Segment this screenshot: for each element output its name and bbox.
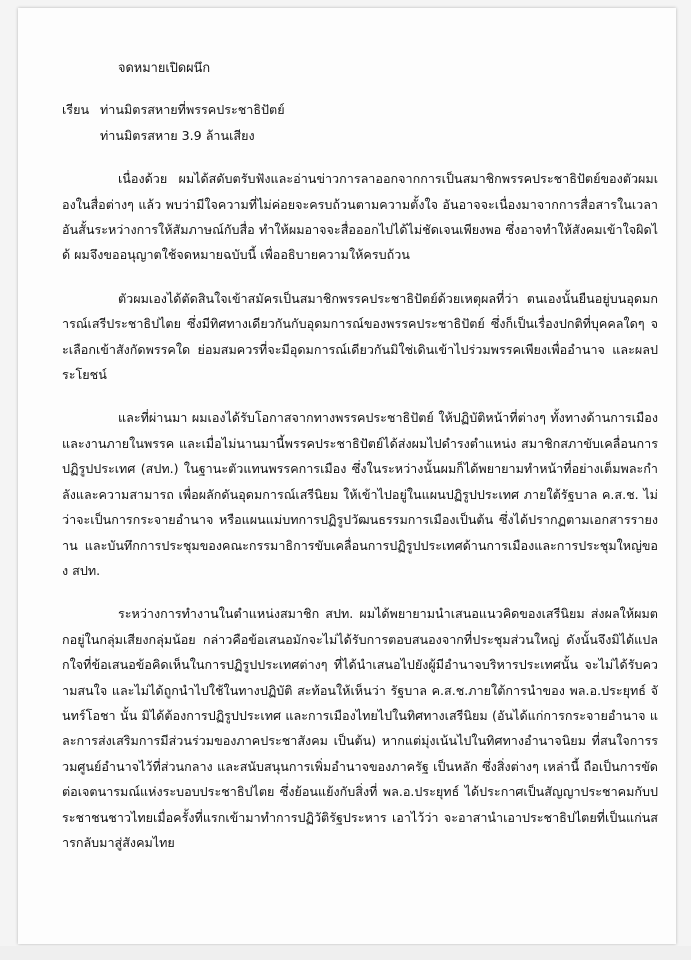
background-strip bbox=[0, 946, 691, 960]
paragraph: เนื่องด้วย ผมได้สดับตรับฟังและอ่านข่าวการลาออกจากการเป็นสมาชิกพรรคประชาธิปัตย์ของตัวผมเองในสื่อต่างๆ แล้ว พบว่ามีใจความที่ไม่ค่อยจะครบถ้วนตามความตั้งใจ อันอาจจะเนื่องมาจากการสื่อสารในเวลาอันสั้นระหว่างการให้สัมภาษณ์กับสื่อ ทำให้ผมอาจจะสื่อออกไปได้ไม่ชัดเจนเพียงพอ ซึ่งอาจทำให้สังคมเข้าใจผิดได้ ผมจึงขออนุญาตใช้จดหมายฉบับนี้ เพื่ออธิบายความให้ครบถ้วน bbox=[62, 171, 658, 263]
letter-body bbox=[62, 56, 658, 855]
document-page bbox=[18, 8, 676, 944]
salutation-block bbox=[62, 97, 658, 148]
salutation-line-1 bbox=[62, 97, 658, 122]
paragraph: ตัวผมเองได้ตัดสินใจเข้าสมัครเป็นสมาชิกพรรคประชาธิปัตย์ด้วยเหตุผลที่ว่า ตนเองนั้นยืนอยู่บนอุดมการณ์เสรีประชาธิปไตย ซึ่งมีทิศทางเดียวกันกับอุดมการณ์ของพรรคประชาธิปัตย์ ซึ่งก็เป็นเรื่องปกติที่บุคคลใดๆ จะเลือกเข้าสังกัดพรรคใด ย่อมสมควรที่จะมีอุดมการณ์เดียวกันมิใช่เดินเข้าไปร่วมพรรคเพียงเพื่ออำนาจ และผลประโยชน์ bbox=[62, 290, 658, 383]
paragraph: ระหว่างการทำงานในตำแหน่งสมาชิก สปท. ผมได้พยายามนำเสนอแนวคิดของเสรีนิยม ส่งผลให้ผมตกอยู่ในกลุ่มเสียงกลุ่มน้อย กล่าวคือข้อเสนอมักจะไม่ได้รับการตอบสนองจากที่ประชุมส่วนใหญ่ ดังนั้นจึงมิได้แปลกใจที่ข้อเสนอข้อคิดเห็นในการปฏิรูปประเทศต่างๆ ที่ได้นำเสนอไปยังผู้มีอำนาจบริหารประเทศนั้น จะไม่ได้รับความสนใจ และไม่ได้ถูกนำไปใช้ในทางปฏิบัติ สะท้อนให้เห็นว่า รัฐบาล ค.ส.ช.ภายใต้การนำของ พล.อ.ประยุทธ์ จันทร์โอชา นั้น มิได้ต้องการปฏิรูปประเทศ และการเมืองไทยไปในทิศทางเสรีนิยม (อันได้แก่การกระจายอำนาจ และการส่งเสริมการมีส่วนร่วมของภาคประชาสังคม เป็นต้น) หากแต่มุ่งเน้นไปในทิศทางอำนาจนิยม ที่สนใจการรวมศูนย์อำนาจไว้ที่ส่วนกลาง และสนับสนุนการเพิ่มอำนาจของภาครัฐ เป็นหลัก ซึ่งสิ่งต่างๆ เหล่านี้ ถือเป็นการขัดต่อเจตนารมณ์แห่งระบอบประชาธิปไตย ซึ่งย้อนแย้งกับสิ่งที่ พล.อ.ประยุทธ์ ได้ประกาศเป็นสัญญาประชาคมกับประชาชนชาวไทยเมื่อครั้งที่แรกเข้ามาทำการปฏิวัติรัฐประหาร เอาไว้ว่า จะอาสานำเอาประชาธิปไตยที่เป็นแก่นสารกลับมาสู่สังคมไทย bbox=[62, 606, 658, 850]
salutation-label: เรียน bbox=[62, 102, 90, 118]
paragraph: และที่ผ่านมา ผมเองได้รับโอกาสจากทางพรรคประชาธิปัตย์ ให้ปฏิบัติหน้าที่ต่างๆ ทั้งทางด้านการเมือง และงานภายในพรรค และเมื่อไม่นานมานี้พรรคประชาธิปัตย์ได้ส่งผมไปดำรงตำแหน่ง สมาชิกสภาขับเคลื่อนการปฏิรูปประเทศ (สปท.) ในฐานะตัวแทนพรรคการเมือง ซึ่งในระหว่างนั้นผมก็ได้พยายามทำหน้าที่อย่างเต็มพละกำลังและความสามารถ เพื่อผลักดันอุดมการณ์เสรีนิยม ให้เข้าไปอยู่ในแผนปฏิรูปประเทศ ภายใต้รัฐบาล ค.ส.ช. ไม่ว่าจะเป็นการกระจายอำนาจ หรือแผนแม่บทการปฏิรูปวัฒนธรรมการเมืองเป็นต้น ซึ่งได้ปรากฏตามเอกสารรายงาน และบันทึกการประชุมของคณะกรรมาธิการขับเคลื่อนการปฏิรูปประเทศด้านการเมืองและการประชุมใหญ่ของ สปท. bbox=[62, 410, 658, 578]
salutation-recipient-1: ท่านมิตรสหายที่พรรคประชาธิปัตย์ bbox=[100, 102, 285, 118]
letter-title: จดหมายเปิดผนึก bbox=[118, 61, 211, 76]
salutation-line-2 bbox=[62, 123, 658, 148]
salutation-recipient-2: ท่านมิตรสหาย 3.9 ล้านเสียง bbox=[100, 127, 255, 143]
